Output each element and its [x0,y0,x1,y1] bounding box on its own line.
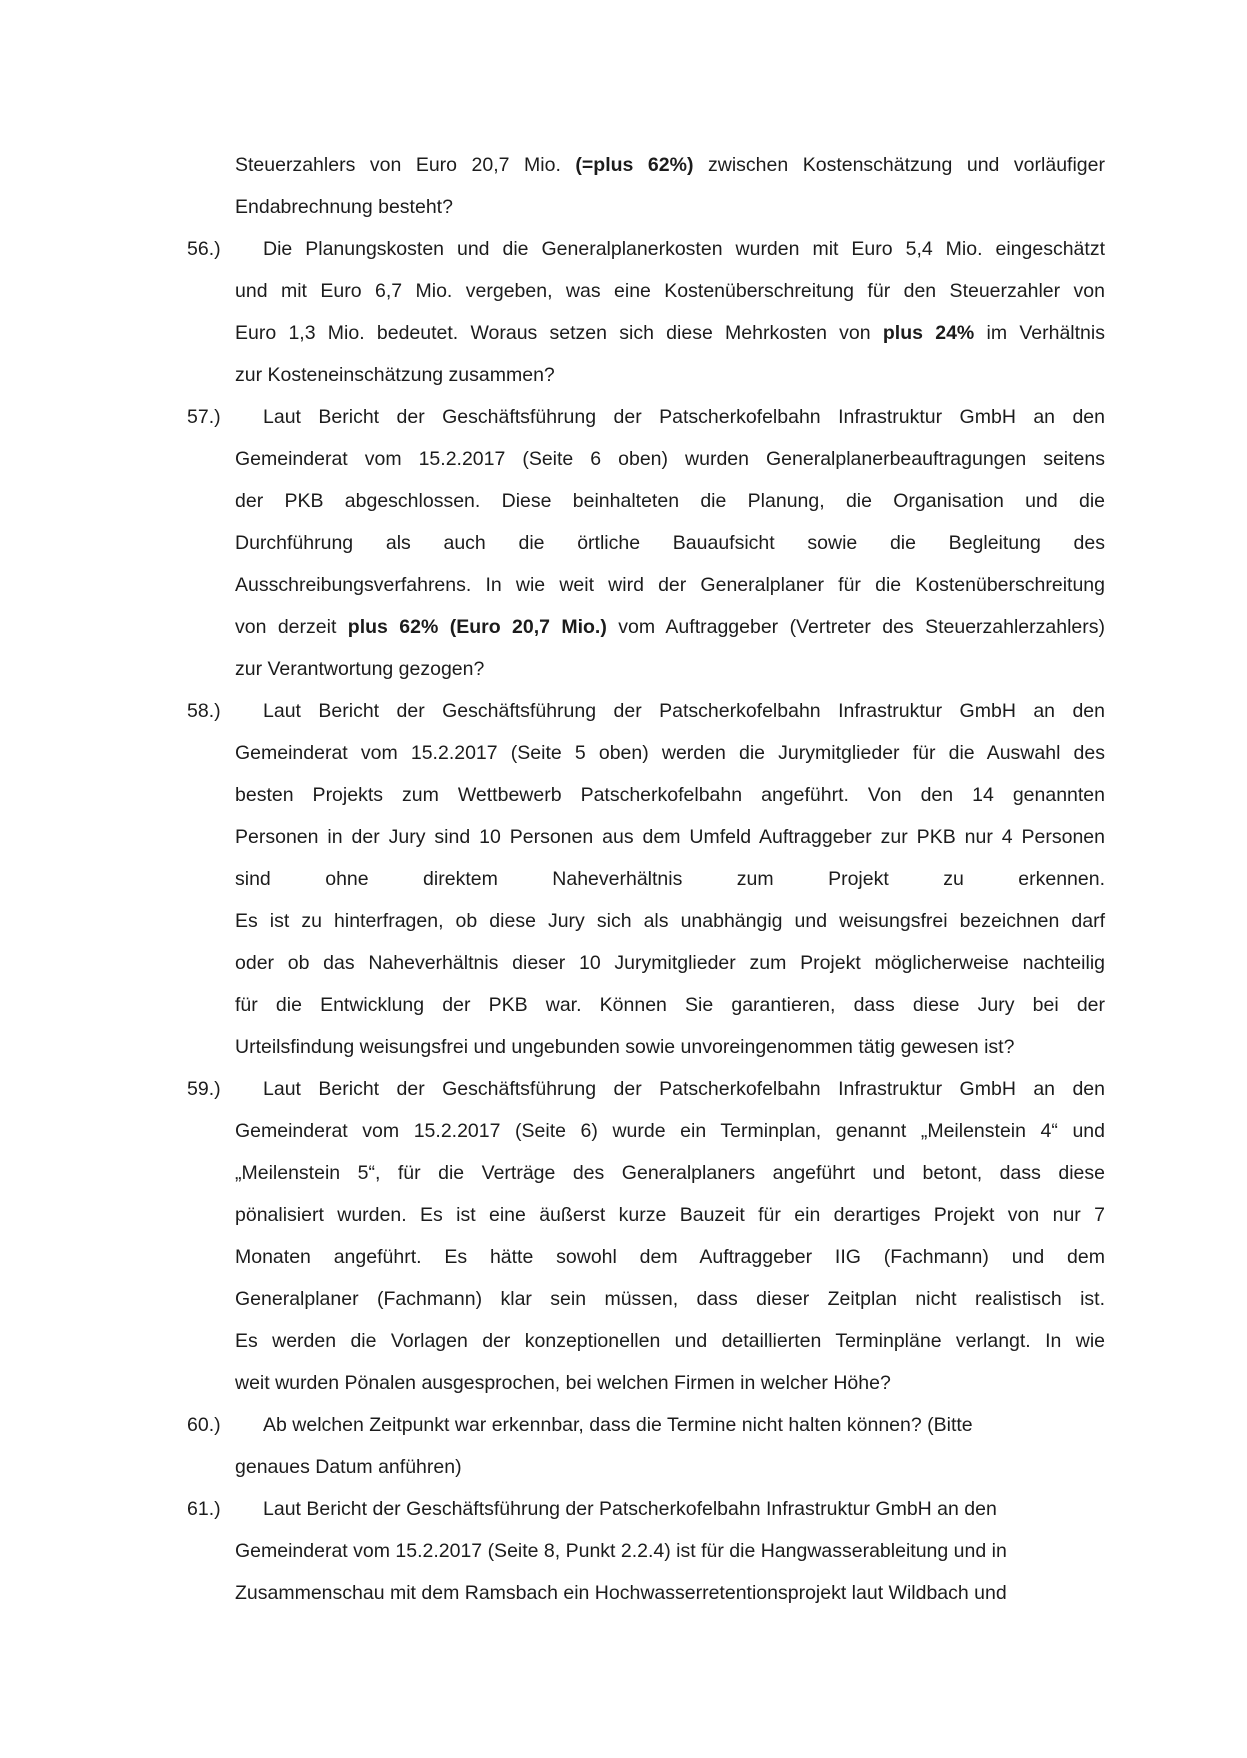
question-text: Gemeinderat vom 15.2.2017 (Seite 6 oben) wurden Generalplanerbeauftragungen seitens [235,448,1105,470]
question-number: 57.) [187,406,221,428]
question-text: von derzeit plus 62% (Euro 20,7 Mio.) vom Auftraggeber (Vertreter des Steuerzahlerzahlers) [235,616,1106,638]
question-text: Die Planungskosten und die Generalplanerkosten wurden mit Euro 5,4 Mio. eingeschätzt [263,238,1105,260]
question-58-line [0,900,1247,942]
question-57 [0,396,1247,438]
question-text: besten Projekts zum Wettbewerb Patscherkofelbahn angeführt. Von den 14 genannten [235,784,1105,806]
question-text: Gemeinderat vom 15.2.2017 (Seite 6) wurde ein Terminplan, genannt „Meilenstein 4“ und [235,1120,1105,1142]
question-58-line [0,984,1247,1026]
question-60 [0,1404,1247,1446]
question-58-line [0,858,1247,900]
question-60-line [0,1446,1247,1488]
question-text: Generalplaner (Fachmann) klar sein müssen, dass dieser Zeitplan nicht realistisch ist. [235,1288,1105,1310]
bold-text: plus 24% [882,322,975,344]
question-57-line [0,438,1247,480]
question-56 [0,228,1247,270]
question-number: 60.) [187,1414,221,1436]
question-59-line [0,1278,1247,1320]
question-text: Ab welchen Zeitpunkt war erkennbar, dass die Termine nicht halten können? (Bitte [263,1414,973,1436]
question-61-line [0,1530,1247,1572]
question-text: Laut Bericht der Geschäftsführung der Patscherkofelbahn Infrastruktur GmbH an den [263,700,1105,722]
question-number: 61.) [187,1498,221,1520]
question-58-line [0,732,1247,774]
question-56-line [0,312,1247,354]
question-59-line [0,1110,1247,1152]
question-text: zur Kosteneinschätzung zusammen? [235,364,555,386]
bold-text: (=plus 62%) [575,154,694,176]
question-58-line [0,1026,1247,1068]
question-text: und mit Euro 6,7 Mio. vergeben, was eine Kostenüberschreitung für den Steuerzahler von [235,280,1105,302]
question-61-line [0,1572,1247,1614]
question-text: weit wurden Pönalen ausgesprochen, bei welchen Firmen in welcher Höhe? [235,1372,891,1394]
question-text: oder ob das Naheverhältnis dieser 10 Jurymitglieder zum Projekt möglicherweise nachteilig [235,952,1105,974]
question-text: Personen in der Jury sind 10 Personen aus dem Umfeld Auftraggeber zur PKB nur 4 Personen [235,826,1105,848]
question-number: 59.) [187,1078,221,1100]
question-number: 56.) [187,238,221,260]
question-text: Es werden die Vorlagen der konzeptionellen und detaillierten Terminpläne verlangt. In wie [235,1330,1105,1352]
question-57-line [0,606,1247,648]
question-text: Urteilsfindung weisungsfrei und ungebunden sowie unvoreingenommen tätig gewesen ist? [235,1036,1015,1058]
document-body [0,144,1247,1614]
question-57-line [0,648,1247,690]
question-57-line [0,522,1247,564]
question-text: der PKB abgeschlossen. Diese beinhalteten die Planung, die Organisation und die [235,490,1105,512]
question-text: Ausschreibungsverfahrens. In wie weit wird der Generalplaner für die Kostenüberschreitung [235,574,1105,596]
question-57-line [0,564,1247,606]
question-59-line [0,1320,1247,1362]
question-59 [0,1068,1247,1110]
question-text: „Meilenstein 5“, für die Verträge des Generalplaners angeführt und betont, dass diese [235,1162,1105,1184]
question-56-line [0,354,1247,396]
question-text: Laut Bericht der Geschäftsführung der Patscherkofelbahn Infrastruktur GmbH an den [263,1078,1105,1100]
bold-text: plus 62% (Euro 20,7 Mio.) [347,616,607,638]
question-57-line [0,480,1247,522]
question-text: Durchführung als auch die örtliche Bauaufsicht sowie die Begleitung des [235,532,1105,554]
question-text: zur Verantwortung gezogen? [235,658,485,680]
question-59-line [0,1152,1247,1194]
question-text: Zusammenschau mit dem Ramsbach ein Hochwasserretentionsprojekt laut Wildbach und [235,1582,1007,1604]
question-text: Gemeinderat vom 15.2.2017 (Seite 8, Punkt 2.2.4) ist für die Hangwasserableitung und in [235,1540,1007,1562]
question-56-line [0,270,1247,312]
question-58-line [0,942,1247,984]
intro-line [0,144,1247,186]
intro-text: Steuerzahlers von Euro 20,7 Mio. (=plus 62%) zwischen Kostenschätzung und vorläufiger [235,154,1105,176]
intro-line [0,186,1247,228]
intro-text: Endabrechnung besteht? [235,196,453,218]
question-59-line [0,1362,1247,1404]
question-text: genaues Datum anführen) [235,1456,462,1478]
question-text: Laut Bericht der Geschäftsführung der Patscherkofelbahn Infrastruktur GmbH an den [263,1498,997,1520]
question-59-line [0,1236,1247,1278]
question-58-line [0,816,1247,858]
question-61 [0,1488,1247,1530]
question-text: Gemeinderat vom 15.2.2017 (Seite 5 oben) werden die Jurymitglieder für die Auswahl des [235,742,1105,764]
question-59-line [0,1194,1247,1236]
question-text: für die Entwicklung der PKB war. Können Sie garantieren, dass diese Jury bei der [235,994,1105,1016]
question-text: sind ohne direktem Naheverhältnis zum Projekt zu erkennen. [235,868,1105,890]
question-text: Monaten angeführt. Es hätte sowohl dem Auftraggeber IIG (Fachmann) und dem [235,1246,1105,1268]
question-text: Es ist zu hinterfragen, ob diese Jury sich als unabhängig und weisungsfrei bezeichnen darf [235,910,1105,932]
question-text: Euro 1,3 Mio. bedeutet. Woraus setzen sich diese Mehrkosten von plus 24% im Verhältnis [235,322,1105,344]
question-58-line [0,774,1247,816]
question-number: 58.) [187,700,221,722]
question-58 [0,690,1247,732]
question-text: Laut Bericht der Geschäftsführung der Patscherkofelbahn Infrastruktur GmbH an den [263,406,1105,428]
question-text: pönalisiert wurden. Es ist eine äußerst kurze Bauzeit für ein derartiges Projekt von nur 7 [235,1204,1105,1226]
